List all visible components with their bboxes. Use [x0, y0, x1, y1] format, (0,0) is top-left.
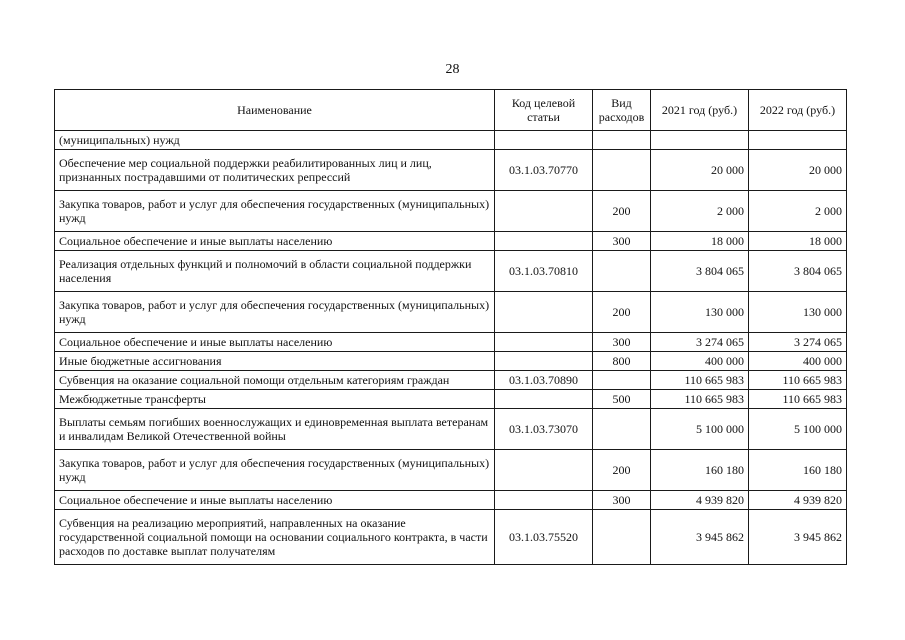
- row-type: 300: [593, 232, 651, 251]
- table-row: [55, 251, 847, 292]
- row-2021: 4 939 820: [651, 491, 749, 510]
- row-name: Выплаты семьям погибших военнослужащих и единовременная выплата ветеранам и инвалидам Великой Отечественной войны: [55, 409, 495, 450]
- row-name: Межбюджетные трансферты: [55, 390, 495, 409]
- row-type: 500: [593, 390, 651, 409]
- table-row: [55, 352, 847, 371]
- header-code: Код целевой статьи: [495, 90, 593, 131]
- table-row: [55, 191, 847, 232]
- row-2022: 110 665 983: [749, 371, 847, 390]
- table-row: [55, 390, 847, 409]
- row-code: [495, 191, 593, 232]
- row-name: Иные бюджетные ассигнования: [55, 352, 495, 371]
- row-name: Закупка товаров, работ и услуг для обеспечения государственных (муниципальных) нужд: [55, 292, 495, 333]
- row-2021: 3 804 065: [651, 251, 749, 292]
- row-2022: [749, 131, 847, 150]
- row-code: 03.1.03.70890: [495, 371, 593, 390]
- table-row: [55, 150, 847, 191]
- row-code: 03.1.03.70810: [495, 251, 593, 292]
- header-type: Вид расходов: [593, 90, 651, 131]
- row-name: Социальное обеспечение и иные выплаты населению: [55, 491, 495, 510]
- row-2022: 3 945 862: [749, 510, 847, 565]
- row-2021: 3 945 862: [651, 510, 749, 565]
- row-code: [495, 131, 593, 150]
- row-type: 200: [593, 450, 651, 491]
- table-row: [55, 491, 847, 510]
- row-2022: 18 000: [749, 232, 847, 251]
- header-2022: 2022 год (руб.): [749, 90, 847, 131]
- row-name: Субвенция на реализацию мероприятий, направленных на оказание государственной социальной помощи на основании социального контракта, в части расходов по доставке выплат получателям: [55, 510, 495, 565]
- row-code: 03.1.03.75520: [495, 510, 593, 565]
- row-2022: 5 100 000: [749, 409, 847, 450]
- page-number: 28: [445, 62, 460, 77]
- row-2022: 4 939 820: [749, 491, 847, 510]
- row-2021: 110 665 983: [651, 390, 749, 409]
- row-code: [495, 491, 593, 510]
- row-type: [593, 409, 651, 450]
- row-code: 03.1.03.73070: [495, 409, 593, 450]
- row-name: (муниципальных) нужд: [55, 131, 495, 150]
- row-name: Социальное обеспечение и иные выплаты населению: [55, 232, 495, 251]
- row-2021: [651, 131, 749, 150]
- row-2022: 130 000: [749, 292, 847, 333]
- row-code: [495, 232, 593, 251]
- row-type: [593, 371, 651, 390]
- row-2021: 18 000: [651, 232, 749, 251]
- row-2022: 160 180: [749, 450, 847, 491]
- table-row: [55, 450, 847, 491]
- row-type: 200: [593, 292, 651, 333]
- row-code: [495, 292, 593, 333]
- row-type: 300: [593, 491, 651, 510]
- row-type: [593, 251, 651, 292]
- row-type: 300: [593, 333, 651, 352]
- row-name: Реализация отдельных функций и полномочий в области социальной поддержки населения: [55, 251, 495, 292]
- budget-table: [54, 89, 847, 565]
- header-name: Наименование: [55, 90, 495, 131]
- row-name: Закупка товаров, работ и услуг для обеспечения государственных (муниципальных) нужд: [55, 450, 495, 491]
- table-row: [55, 333, 847, 352]
- row-name: Закупка товаров, работ и услуг для обеспечения государственных (муниципальных) нужд: [55, 191, 495, 232]
- row-2022: 3 804 065: [749, 251, 847, 292]
- row-code: [495, 333, 593, 352]
- row-2022: 2 000: [749, 191, 847, 232]
- table-row: [55, 232, 847, 251]
- row-name: Социальное обеспечение и иные выплаты населению: [55, 333, 495, 352]
- row-2022: 20 000: [749, 150, 847, 191]
- row-code: 03.1.03.70770: [495, 150, 593, 191]
- row-type: 200: [593, 191, 651, 232]
- header-row: [55, 90, 847, 131]
- row-type: [593, 150, 651, 191]
- row-2021: 2 000: [651, 191, 749, 232]
- row-2021: 160 180: [651, 450, 749, 491]
- row-code: [495, 390, 593, 409]
- table-row: [55, 292, 847, 333]
- table-row: [55, 510, 847, 565]
- row-2021: 3 274 065: [651, 333, 749, 352]
- row-2021: 5 100 000: [651, 409, 749, 450]
- row-code: [495, 352, 593, 371]
- row-2021: 110 665 983: [651, 371, 749, 390]
- row-name: Обеспечение мер социальной поддержки реабилитированных лиц и лиц, признанных пострадавшими от политических репрессий: [55, 150, 495, 191]
- row-2022: 3 274 065: [749, 333, 847, 352]
- row-2022: 400 000: [749, 352, 847, 371]
- row-type: 800: [593, 352, 651, 371]
- row-code: [495, 450, 593, 491]
- table-row: [55, 131, 847, 150]
- table-row: [55, 409, 847, 450]
- row-2021: 400 000: [651, 352, 749, 371]
- table-header: [55, 90, 847, 131]
- row-2021: 130 000: [651, 292, 749, 333]
- header-2021: 2021 год (руб.): [651, 90, 749, 131]
- row-type: [593, 131, 651, 150]
- row-2022: 110 665 983: [749, 390, 847, 409]
- row-2021: 20 000: [651, 150, 749, 191]
- row-type: [593, 510, 651, 565]
- row-name: Субвенция на оказание социальной помощи отдельным категориям граждан: [55, 371, 495, 390]
- table-body: [55, 131, 847, 565]
- table-row: [55, 371, 847, 390]
